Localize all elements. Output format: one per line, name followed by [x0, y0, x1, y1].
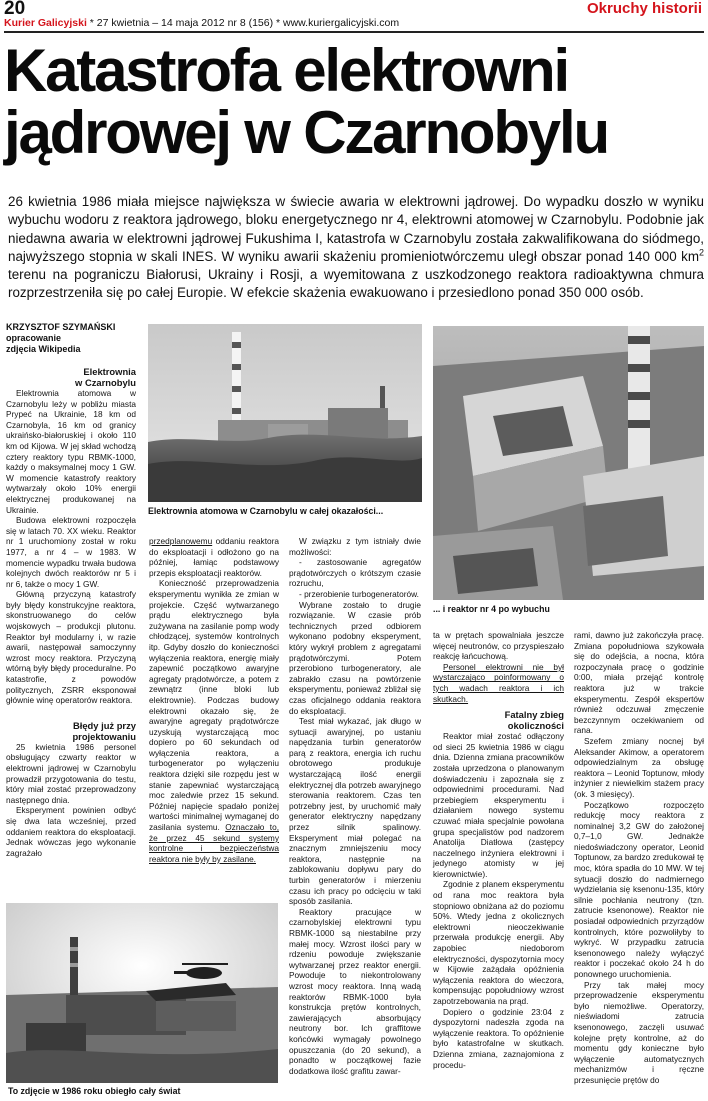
paragraph: Elektrownia atomowa w Czarnobylu leży w pobliżu miasta Prypeć na Ukrainie, 18 km od Czarnobyla, 16 km od granicy ukraińsko-białoruskiej i około 110 km od Kijowa. W jej skład wchodzą cztery reaktory typu RBMK-1000, każdy o maksymalnej mocy 1 GW. W momencie katastrofy reaktory wytwarzały około 10% energii elektrycznej produkowanej na Ukrainie.	[6, 388, 136, 515]
paragraph: przedplanowemu oddaniu reaktora do eksploatacji i odłożono go na później, łamiąc podstawowy przepis eksploatacji reaktorów.	[149, 536, 279, 578]
author-name: KRZYSZTOF SZYMAŃSKI	[6, 322, 116, 332]
subheading: Błędy już przy projektowaniu	[72, 719, 136, 742]
paragraph: rami, dawno już zakończyła pracę. Zmiana popołudniowa szykowała się do odejścia, a nocna, która rozpoczynała pracę o godzinie 0:00, miała przejąć kontrolę reaktora już w trakcie eksperymentu. Zespół ekspertów również odczuwał zmęczenie bezczynnym oczekiwaniem od rana.	[574, 630, 704, 736]
photo-caption-1: Elektrownia atomowa w Czarnobylu w całej okazałości...	[148, 506, 384, 516]
photo-caption-3: To zdjęcie w 1986 roku obiegło cały świat	[8, 1086, 181, 1096]
paragraph: Eksperyment powinien odbyć się dwa lata wcześniej, przed oddaniem reaktora do eksploatacji. Jednak wówczas jego wykonanie zagrażało	[6, 805, 136, 858]
header-rule	[4, 31, 704, 33]
issue-info: * 27 kwietnia – 14 maja 2012 nr 8 (156) * www.kuriergalicyjski.com	[86, 17, 400, 29]
paragraph: Dopiero o godzinie 23:04 z dyspozytorni nadeszła zgoda na wyłączenie reaktora. To opóźnienie było katastrofalne w skutkach. Dzienna zmiana, zaznajomiona z procedu-	[433, 1006, 564, 1070]
lead-paragraph	[8, 193, 704, 303]
lead-superscript: 2	[698, 247, 704, 258]
paragraph: Wybrane zostało to drugie rozwiązanie. W czasie prób technicznych przed odbiorem wykonano podobny eksperyment, który wykrył problem z agregatami prądotwórczymi. Potem przerobiono turbogeneratory, ale zabrakło czasu na powtórzenie eksperymentu, ponieważ zbliżał się czas oficjalnego oddania reaktora do eksploatacji.	[289, 599, 421, 716]
paragraph: Reaktor miał zostać odłączony od sieci 25 kwietnia 1986 w ciągu dnia. Dzienna zmiana pracowników została uprzedzona o planowanym doświadczeniu i zapoznała się z odpowiednimi procedurami. Nad przebiegiem eksperymentu i działaniem nowego systemu czuwać miała specjalnie powołana grupa specjalistów pod nadzorem Anatolija Diatłowa (zastępcy naczelnego inżyniera elektrowni i jedynego atomisty w jej kierownictwie).	[433, 731, 564, 879]
paragraph: Konieczność przeprowadzenia eksperymentu wynikła ze zmian w projekcie. Część wytwarzanego prądu elektrycznego była zużywana na zasilanie pomp wody chłodzącej, systemów kontrolnych itp. Gdyby doszło do konieczności wyłączenia reaktora, energię miały zapewnić początkowo awaryjne agregaty prądotwórcze, a potem z zewnątrz (inne bloki lub elektrownie). Podczas budowy elektrowni okazało się, że awaryjne agregaty prądotwórcze uzyskują wystarczającą moc dopiero po 60 sekundach od wyłączenia reaktora, a turbogenerator po wyłączeniu reaktora dzięki sile rozpędu jest w stanie zapewniać wystarczającą moc zaledwie przez 15 sekund. Później napięcie spadało poniżej wartości minimalnej wymaganej do zasilania systemu. Oznaczało to, że przez 45 sekund systemy kontrolne i bezpieczeństwa reaktora nie były by zasilane.	[149, 578, 280, 864]
column-5	[574, 630, 704, 1086]
column-3	[289, 536, 421, 1076]
paragraph: - przerobienie turbogeneratorów.	[299, 588, 419, 599]
column-2	[149, 536, 279, 864]
paragraph: Zgodnie z planem eksperymentu od rana moc reaktora była stopniowo obniżana aż do poziomu 50%. Wtedy jedna z okolicznych elektrowni nieoczekiwanie przerwała produkcję energii. Aby zapobiec niedoborom elektryczności, dyspozytornia mocy w Kijowie zażądała opóźnienia wyłączenia reaktora do wieczora, kompensując popołudniowy wzrost zapotrzebowania na prąd.	[433, 879, 564, 1006]
subheading: Elektrownia w Czarnobylu	[75, 366, 136, 388]
paragraph: Szefem zmiany nocnej był Aleksander Akimow, a operatorem odpowiedzialnym za obsługę reaktora – Leonid Toptunow, młody inżynier z niewielkim stażem pracy (ok. 3 miesięcy).	[574, 735, 704, 799]
byline	[6, 322, 146, 355]
photo-power-plant	[148, 324, 422, 502]
paragraph: Personel elektrowni nie był wystarczająco poinformowany o tych wadach reaktora i ich skutkach.	[433, 661, 564, 704]
photo-helicopter	[6, 903, 278, 1083]
subheading: Fatalny zbieg okoliczności	[504, 709, 564, 732]
power-plant-image	[148, 324, 422, 502]
credit-line-1: opracowanie	[6, 333, 62, 343]
paragraph: Przy tak małej mocy przeprowadzenie eksperymentu było niemożliwe. Operatorzy, nieświadomi zatrucia ksenonowego, zaczęli usuwać kolejne pręty kontrolne, aż do momentu gdy konieczne było wyłączenie automatycznych mechanizmów i ręczne przesunięcie prętów do	[574, 979, 704, 1085]
paragraph: Główną przyczyną katastrofy były błędy konstrukcyjne reaktora, skonstruowanego do celów wojskowych – produkcji plutonu. Reaktor był modularny i, w razie awarii, następował samoczynny wzrost mocy reaktora. Przyczyną wtórną były błędy proceduralne. Po katastrofie, z powodów politycznych, ZSRR eksponował głównie winę operatorów reaktora.	[6, 589, 136, 706]
photo-caption-2: ... i reaktor nr 4 po wybuchu	[433, 604, 550, 614]
page-number: 20	[4, 0, 26, 19]
paragraph: - zastosowanie agregatów prądotwórczych o krótszym czasie rozruchu,	[289, 557, 421, 589]
headline	[4, 37, 704, 166]
brand-name: Kurier Galicyjski	[4, 17, 87, 29]
credit-line-2: zdjęcia Wikipedia	[6, 344, 81, 354]
headline-line-1: Katastrofa elektrowni	[4, 37, 568, 104]
lead-text-end: terenu na pograniczu Białorusi, Ukrainy i Rosji, a wyemitowana z uszkodzonego reaktora radioaktywna chmura rozprzestrzeniła się po całej Europie. W efekcie skażenia ewakuowano i przesiedlono ponad 350 000 osób.	[8, 267, 704, 301]
paragraph: ta w prętach spowalniała jeszcze więcej neutronów, co przyspieszało reakcję łańcuchową.	[433, 630, 564, 662]
helicopter-image	[6, 903, 278, 1083]
reactor-image	[433, 326, 704, 600]
paragraph: Początkowo rozpoczęto redukcję mocy reaktora z nominalnej 3,2 GW do założonej 0,7–1,0 GW. Jednakże niedoświadczony operator, Leonid Toptunow, za bardzo zredukował tę moc, która spadła do 10 MW. W tej sytuacji doszło do nadmiernego wydzielania się ksenonu-135, który silnie pochłania neutrony (tzn. zatrucie ksenonowe). Reaktor nie posiadał odpowiednich przyrządów kontrolnych, które pozwoliłyby to wykryć. W przypadku zatrucia ksenonowego należy wyłączyć reaktor i poczekać około 24 h do ponownego uruchomienia.	[574, 799, 704, 979]
photo-reactor	[433, 326, 704, 600]
section-title: Okruchy historii	[586, 0, 702, 17]
lead-text: 26 kwietnia 1986 miała miejsce największa w świecie awaria w elektrowni jądrowej. Do wypadku doszło w wyniku wybuchu wodoru z reaktora jądrowego, bloku energetycznego nr 4, elektrowni atomowej w Czarnobylu. Podobnie jak niedawna awaria w elektrowni jądrowej Fukushima I, katastrofa w Czarnobylu została zakwalifikowana do siódmego, najwyższego stopnia w skali INES. W wyniku awarii skażeniu promieniotwórczemu uległ obszar ponad 140 000 km	[8, 194, 704, 264]
paragraph: Reaktory pracujące w czarnobylskiej elektrowni typu RBMK-1000 są niestabilne przy małej mocy. Wzrost ilości pary w rdzeniu powoduje zwiększanie wytwarzanej przez reaktor energii. Powoduje to niekontrolowany wzrost mocy reaktora. Inną wadą reaktorów RBMK-1000 była konstrukcja prętów kontrolnych, zawierających absorbujący neutrony bor. Ich graffitowe końcówki wymagały powolnego opuszczania (do 20 sekund), a ponadto w początkowej fazie dodatkowa ilość grafitu zawar-	[289, 906, 421, 1076]
paragraph: W związku z tym istniały dwie możliwości:	[289, 536, 421, 557]
column-4	[433, 630, 564, 1070]
masthead	[4, 17, 399, 29]
paragraph: Budowa elektrowni rozpoczęła się w latach 70. XX wieku. Reaktor nr 1 uruchomiony został w roku 1977, a nr 4 – w 1983. W momencie wypadku trwała budowa kolejnych dwóch reaktorów nr 5 i nr 6, także o mocy 1 GW.	[6, 515, 136, 589]
paragraph: 25 kwietnia 1986 personel obsługujący czwarty reaktor w elektrowni jądrowej w Czarnobylu prowadził przygotowania do testu, który miał zostać przeprowadzony następnego dnia.	[6, 741, 136, 805]
headline-line-2: jądrowej w Czarnobylu	[4, 99, 608, 166]
paragraph: Test miał wykazać, jak długo w sytuacji awaryjnej, po ustaniu napędzania turbin generatorów parą z reaktora, energia ich ruchu obrotowego produkuje wystarczającą ilość energii elektrycznej dla potrzeb awaryjnego sterowania reaktorem. Czas ten potrzebny jest, by uruchomić mały generator elektryczny napędzany przez silnik spalinowy. Eksperyment miał polegać na znacznym zmniejszeniu mocy reaktora, następnie na zablokowaniu dopływu pary do turbin generatorów i mierzeniu czasu ich pracy po odcięciu w taki sposób zasilania.	[289, 716, 421, 907]
column-1	[6, 366, 136, 858]
